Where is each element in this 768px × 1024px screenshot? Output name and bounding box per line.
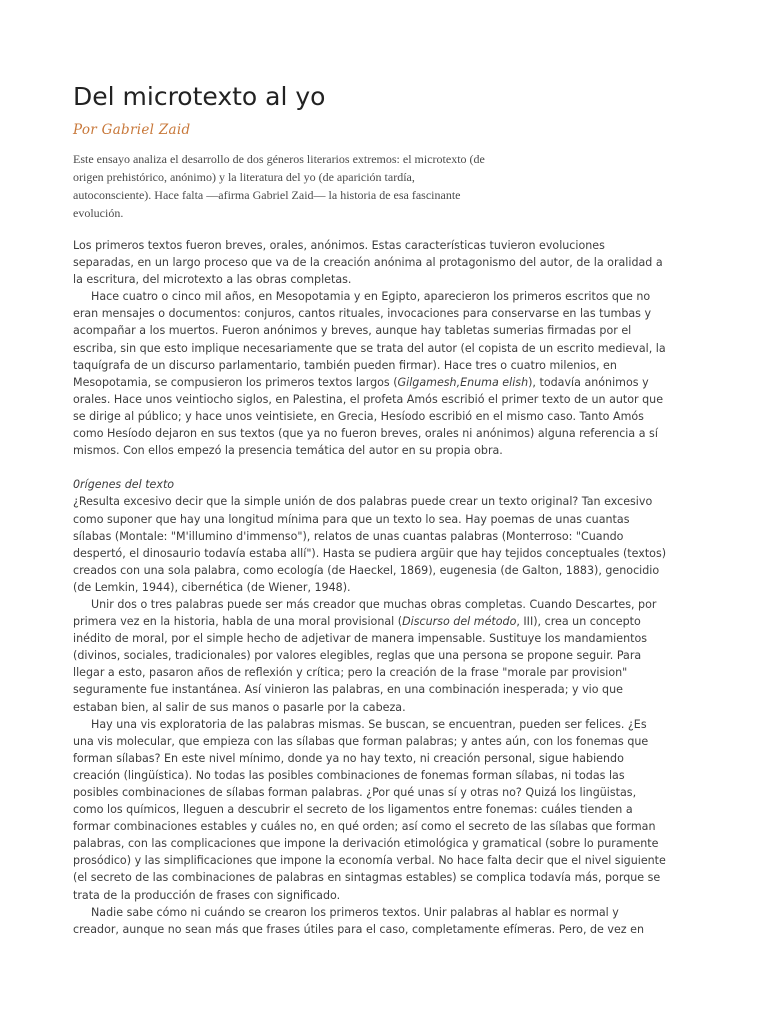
body-line: Nadie sabe cómo ni cuándo se crearon los primeros textos. Unir palabras al hablar es normal y: [91, 905, 619, 919]
body-line: (el secreto de las combinaciones de palabras en sintagmas estables) se complica todavía más, porque se: [73, 871, 661, 885]
work-title: Gilgamesh,Enuma elish: [397, 375, 529, 389]
article-abstract: [73, 150, 523, 222]
section-heading: 0rígenes del texto: [73, 478, 175, 492]
body-line: (de Lemkin, 1944), cibernética (de Wiener, 1948).: [73, 580, 351, 594]
body-line: seguramente fue instantánea. Así vinieron las palabras, en una combinación inesperada; y vio que: [73, 683, 623, 697]
body-line: [73, 459, 698, 476]
abstract-line: origen prehistórico, anónimo) y la literatura del yo (de aparición tardía,: [73, 170, 415, 184]
body-line: separadas, en un largo proceso que va de la creación anónima al protagonismo del autor, de la oralidad a: [73, 256, 663, 270]
body-line: [73, 374, 698, 391]
body-line: orales. Hace unos veintiocho siglos, en Palestina, el profeta Amós escribió el primer texto de un autor que: [73, 392, 664, 406]
body-line: estaban bien, al salir de sus manos o pasarle por la cabeza.: [73, 700, 406, 714]
body-line: trata de la producción de frases con significado.: [73, 888, 341, 902]
body-line: taquígrafa de un discurso parlamentario, también pueden firmar). Hace tres o cuatro milenios, en: [73, 358, 617, 372]
body-line: como suponer que hay una longitud mínima para que un texto lo sea. Hay poemas de unas cuantas: [73, 512, 630, 526]
abstract-line: Este ensayo analiza el desarrollo de dos géneros literarios extremos: el microtexto (de: [73, 152, 485, 166]
body-line-text: Mesopotamia, se compusieron los primeros textos largos (: [73, 375, 398, 389]
body-line: prosódico) y las simplificaciones que impone la economía verbal. No hace falta decir que el nivel siguiente: [73, 854, 666, 868]
body-line: se dirige al público; y hace unos veintisiete, en Grecia, Hesíodo escribió en el mismo caso. Tanto Amós: [73, 409, 644, 423]
article-title: Del microtexto al yo: [73, 82, 326, 111]
body-line: creador, aunque no sean más que frases útiles para el caso, completamente efímeras. Pero, de vez en: [73, 922, 644, 936]
body-line: llegar a esto, pasaron años de reflexión y crítica; pero la creación de la frase "morale par provision": [73, 666, 628, 680]
abstract-line: evolución.: [73, 206, 124, 220]
body-line: posibles combinaciones de sílabas forman palabras. ¿Por qué unas sí y otras no? Quizá los lingüistas,: [73, 786, 637, 799]
body-line: inédito de moral, por el simple hecho de adjetivar de manera impensable. Sustituye los mandamientos: [73, 632, 648, 646]
body-line: creados con una sola palabra, como ecología (de Haeckel, 1869), eugenesia (de Galton, 1883), genocidio: [73, 563, 660, 577]
body-line: Unir dos o tres palabras puede ser más creador que muchas obras completas. Cuando Descartes, por: [91, 597, 657, 611]
article-body: [73, 237, 698, 938]
body-line: despertó, el dinosaurio todavía estaba allí"). Hasta se pudiera argüir que hay tejidos conceptuales (textos): [73, 546, 667, 560]
body-line: [73, 613, 698, 630]
abstract-line: autoconsciente). Hace falta —afirma Gabriel Zaid— la historia de esa fascinante: [73, 188, 461, 202]
body-line: escriba, sin que esto implique necesariamente que se trata del autor (el copista de un escrito medieval, la: [73, 341, 666, 355]
body-line: creación (lingüística). No todas las posibles combinaciones de fonemas forman sílabas, ni todas las: [73, 768, 625, 782]
body-line: sílabas (Montale: "M'illumino d'immenso"), relatos de unas cuantas palabras (Monterroso: "Cuando: [73, 529, 624, 543]
body-line: la escritura, del microtexto a las obras completas.: [73, 273, 352, 287]
body-line: una vis molecular, que empieza con las sílabas que forman palabras; y antes aún, con los fonemas que: [73, 734, 649, 748]
body-line: palabras, con las complicaciones que impone la derivación etimológica y gramatical (sobre lo puramente: [73, 837, 659, 851]
work-title: Discurso del método: [402, 615, 517, 629]
body-line-text: primera vez en la historia, habla de una moral provisional (: [73, 615, 403, 629]
body-line-text: , III), crea un concepto: [516, 615, 641, 629]
body-line: como los químicos, lleguen a descubrir el secreto de los ligamentos entre fonemas: cuáles tienden a: [73, 803, 633, 817]
body-line: forman sílabas? En este nivel mínimo, donde ya no hay texto, ni creación personal, sigue habiendo: [73, 751, 624, 765]
body-line: ¿Resulta excesivo decir que la simple unión de dos palabras puede crear un texto original? Tan excesivo: [73, 495, 653, 509]
body-line: (divinos, sociales, tradicionales) por valores elegibles, reglas que una persona se propone seguir. Para: [73, 649, 642, 663]
article-byline: Por Gabriel Zaid: [73, 122, 191, 138]
body-line: eran mensajes o documentos: conjuros, cantos rituales, invocaciones para conservarse en las tumbas y: [73, 307, 652, 321]
body-line: Hay una vis exploratoria de las palabras mismas. Se buscan, se encuentran, pueden ser felices. ¿Es: [91, 717, 647, 731]
body-line: acompañar a los muertos. Fueron anónimos y breves, aunque hay tabletas sumerias firmadas por el: [73, 324, 632, 338]
body-line: Los primeros textos fueron breves, orales, anónimos. Estas características tuvieron evoluciones: [73, 239, 605, 252]
body-line-text: ), todavía anónimos y: [528, 375, 649, 389]
body-line: mismos. Con ellos empezó la presencia temática del autor en su propia obra.: [73, 444, 503, 458]
body-line: formar combinaciones estables y cuáles no, en qué orden; así como el secreto de las sílabas que forman: [73, 820, 656, 834]
body-line: Hace cuatro o cinco mil años, en Mesopotamia y en Egipto, aparecieron los primeros escritos que no: [91, 290, 651, 304]
body-line: como Hesíodo dejaron en sus textos (que ya no fueron breves, orales ni anónimos) alguna referencia a sí: [73, 427, 658, 441]
